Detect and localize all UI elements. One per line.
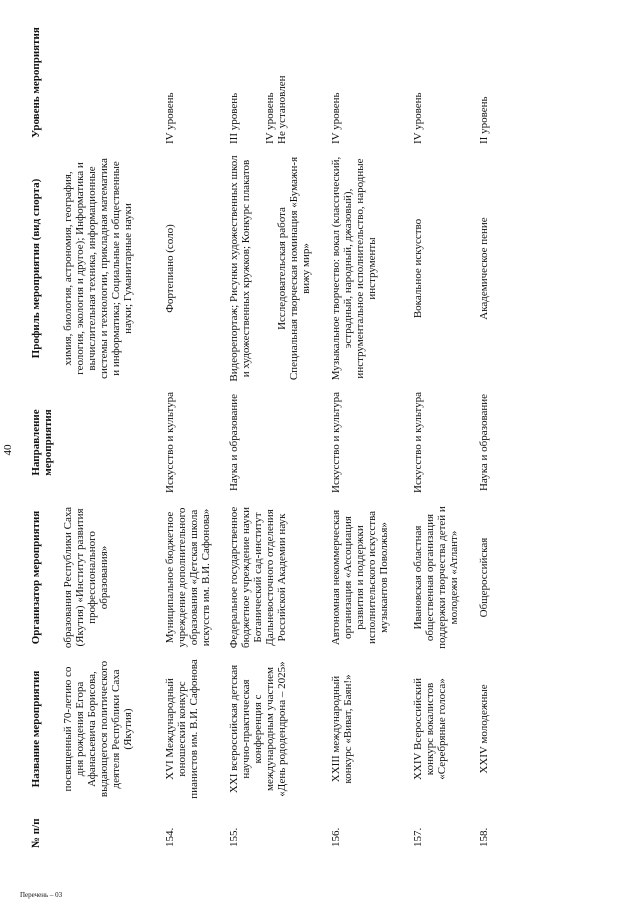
events-table [28,13,506,851]
row-name: посвященный 70-летию со дня рождения Егора Афанасьевича Борисова, выдающегося политического деятеля Республики Саха (Якутия) [62,660,134,798]
row-profile [476,152,506,385]
header-organizer: Организатор мероприятия [30,510,42,645]
row-organizer: Муниципальное бюджетное учреждение дополнительного образования «Детская школа искусств им. В.И. Сафонова» [164,507,212,648]
row-direction [60,385,162,500]
row-organizer: образования Республики Саха (Якутия) «Институт развития профессионального образования» [62,506,110,649]
profile-item: Исследовательская работа [276,207,288,330]
profile-item: Фортепиано (соло) [164,224,176,313]
row-name: XXIII международный конкурс «Виват, Баян!» [330,674,354,784]
table-row [60,13,162,851]
header-num: № п/п [30,818,42,848]
level-item: IV уровень [330,92,342,144]
header-direction: Направление мероприятия [30,409,54,476]
page-number: 40 [2,444,14,456]
row-direction: Искусство и культура [330,392,342,493]
row-num: 155. [228,827,240,847]
profile-item: Вокальное искусство [412,218,424,319]
level-item: Не установлен [276,75,288,144]
row-name: XVI Международный юношеский конкурс пианистов им. В.И. Сафонова [164,659,200,799]
row-level [410,13,476,152]
row-level [60,13,162,152]
row-num: 154. [164,827,176,847]
profile-item: Видеорепортаж; Рисунки художественных школ и художественных кружков; Конкурс плакатов [228,155,252,382]
table-row [162,13,226,851]
row-name: XXI всероссийская детская научно-практическая конференция с международным участием «День рододендрона – 2025» [228,661,288,797]
profile-item: Академическое пение [478,217,490,320]
row-direction: Наука и образование [478,393,490,492]
row-profile [410,152,476,385]
row-organizer: Федеральное государственное бюджетное учреждение науки Ботанический сад-институт Дальневосточного отделения Российской Академии наук [228,506,288,649]
row-profile [162,152,226,385]
header-level: Уровень мероприятия [30,27,42,138]
table-row [476,13,506,851]
row-organizer: Ивановская областная общественная организация поддержки творчества детей и молодежи «Атлант» [412,506,460,649]
profile-item: Музыкальное творчество: вокал (классический, эстрадный, народный, джазовый), инструментальное исполнительство, народные инструменты [330,156,378,381]
row-profile [60,152,162,385]
level-item: IV уровень [264,92,276,144]
level-item: IV уровень [164,92,176,144]
row-level [328,13,410,152]
table-header-row [28,13,60,851]
row-organizer: Общероссийская [478,537,490,618]
profile-item: химия, биология, астрономия, география, геология, экология и другое); Информатика и вычислительная техника, информационные системы и технологии, прикладная математика и информатика; Социальные и общественные науки; Гуманитарные науки [62,158,134,379]
row-organizer: Автономная некоммерческая организация «Ассоциация развития и поддержки исполнительского искусства музыкантов Поволжья» [330,509,390,646]
row-level [226,13,328,152]
header-name: Название мероприятия [30,670,42,788]
row-num: 156. [330,827,342,847]
page-footer: Перечень – 03 [20,891,63,899]
row-level [162,13,226,152]
table-row [410,13,476,851]
header-profile: Профиль мероприятия (вид спорта) [30,178,42,359]
level-item: IV уровень [412,92,424,144]
row-profile [226,152,328,385]
table-row [328,13,410,851]
row-num: 157. [412,827,424,847]
row-num [60,803,162,851]
row-direction: Наука и образование [228,393,240,492]
row-num: 158. [478,827,490,847]
row-name: XXIV Всероссийский конкурс вокалистов «Серебряные голоса» [412,677,448,781]
level-item: II уровень [478,96,490,144]
table-row [226,13,328,851]
row-direction: Искусство и культура [164,392,176,493]
row-level [476,13,506,152]
row-profile [328,152,410,385]
profile-item: Специальная творческая номинация «Бумажн-я вижу мир» [288,156,312,381]
row-direction: Искусство и культура [412,392,424,493]
row-name: XXIV молодежные [478,684,490,774]
level-item: III уровень [228,92,240,144]
